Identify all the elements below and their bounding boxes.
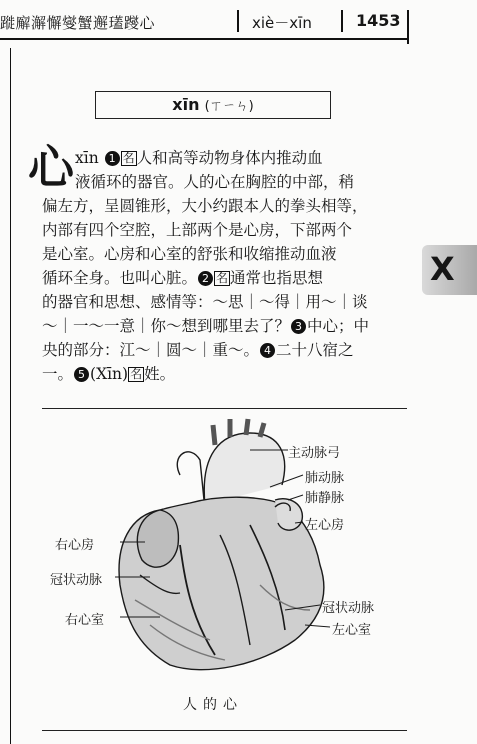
thumb-tab-letter: X [430, 250, 455, 288]
definition-text: 内部有四个空腔，上部两个是心房，下部两个 [42, 221, 353, 239]
definition-text: ～｜一～一意｜你～想到哪里去了？ [42, 317, 291, 335]
definition-line [42, 340, 354, 360]
header-underline [0, 38, 409, 40]
definition-text: 循环全身。也叫心脏。 [42, 269, 198, 287]
definition-text: xīn [75, 149, 104, 167]
definition-text: 液循环的器官。人的心在胸腔的中部，稍 [75, 173, 355, 191]
definition-text: 央的部分：江～｜圆～｜重～。 [42, 341, 260, 359]
header-pinyin-range: xiè－xīn [252, 14, 312, 32]
header-divider [237, 10, 239, 32]
definition-text: 姓。 [144, 365, 176, 383]
page-number: 1453 [356, 11, 401, 30]
definition-text: (Xīn) [90, 365, 129, 383]
label-pulmonary-artery: 肺动脉 [305, 471, 345, 486]
definition-line [42, 316, 369, 336]
column-rule [10, 48, 11, 744]
sense-number-marker: 5 [74, 367, 89, 382]
label-right-atrium: 右心房 [55, 538, 95, 553]
definition-text: 通常也指思想 [230, 269, 324, 287]
part-of-speech-tag: 名 [122, 151, 135, 165]
definition-text: 是心室。心房和心室的舒张和收缩推动血液 [42, 245, 337, 263]
definition-line [42, 292, 368, 312]
part-of-speech-tag: 名 [130, 367, 143, 381]
definition-line [42, 244, 337, 264]
label-right-ventricle: 右心室 [65, 613, 105, 628]
definition-text: 人和高等动物身体内推动血 [136, 149, 323, 167]
headword: 心 [28, 140, 74, 194]
definition-line [75, 172, 354, 192]
header-characters: 蹝廨澥懈燮蟹邂瓂躞心 [0, 14, 156, 32]
definition-text: 中心；中 [307, 317, 370, 335]
header-divider [341, 10, 343, 32]
part-of-speech-tag: 名 [216, 271, 229, 285]
label-left-atrium: 左心房 [305, 518, 345, 533]
sense-number-marker: 4 [260, 343, 275, 358]
label-left-ventricle: 左心室 [332, 623, 372, 638]
definition-text: 二十八宿之 [276, 341, 354, 359]
divider [42, 408, 407, 409]
sense-number-marker: 3 [291, 319, 306, 334]
definition-line [75, 148, 323, 168]
label-coronary-artery: 冠状动脉 [50, 573, 103, 588]
label-coronary-artery: 冠状动脉 [322, 601, 375, 616]
definition-text: 一。 [42, 365, 74, 383]
definition-line [42, 268, 323, 288]
sense-number-marker: 2 [198, 271, 213, 286]
sense-number-marker: 1 [105, 151, 120, 166]
figure-caption: 人的心 [183, 697, 243, 713]
definition-line [42, 364, 175, 384]
section-zhuyin: (ㄒㄧㄣ) [204, 99, 254, 114]
heart-illustration [20, 415, 420, 694]
definition-line [42, 220, 352, 240]
section-pinyin: xīn [172, 95, 200, 114]
definition-text: 的器官和思想、感情等：～思｜～得｜用～｜谈 [42, 293, 368, 311]
label-aortic-arch: 主动脉弓 [288, 446, 341, 461]
pinyin-section-box [95, 91, 331, 119]
label-pulmonary-vein: 肺静脉 [305, 491, 345, 506]
definition-line [42, 196, 368, 216]
definition-text: 偏左方，呈圆锥形，大小约跟本人的拳头相等， [42, 197, 368, 215]
divider [42, 730, 407, 731]
